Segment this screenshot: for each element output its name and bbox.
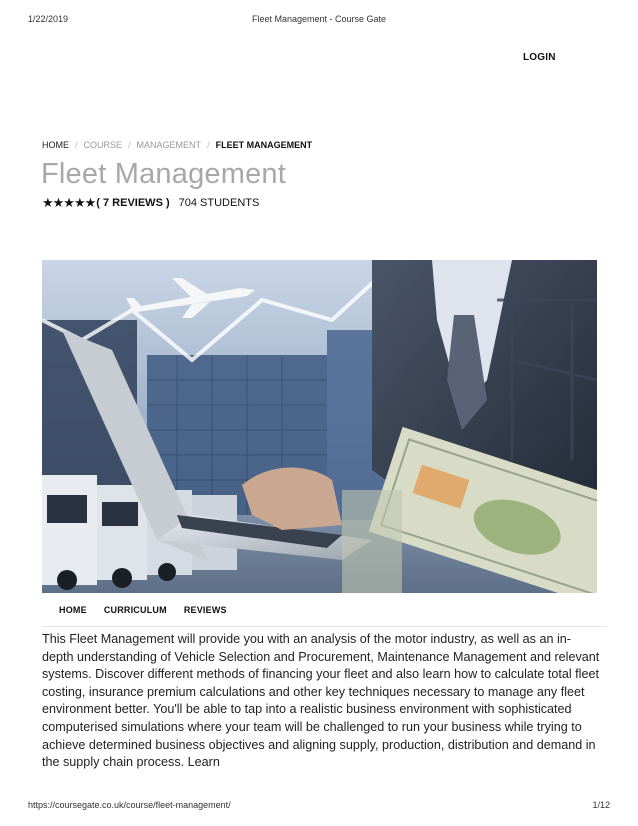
tab-home[interactable]: HOME [59, 605, 87, 615]
tab-reviews[interactable]: REVIEWS [183, 605, 227, 615]
course-description: This Fleet Management will provide you with an analysis of the motor industry, as well as an in-depth understanding of Vehicle Selection and Procurement, Maintenance Management and relevant systems. Discover different methods of financing your fleet and also learn how to calculate total fleet costing, insurance premium calculations and other key techniques necessary to manage any fleet environment better. You'll be able to tap into a realistic business environment with sophisticated computerised simulations where your team will be challenged to run your business while trying to achieve determined business objectives and aligning supply, production, distribution and demand in the supply chain process. Learn [42, 632, 600, 770]
print-page-number: 1/12 [592, 800, 610, 810]
print-url: https://coursegate.co.uk/course/fleet-management/ [28, 800, 231, 810]
reviews-link[interactable]: ( 7 REVIEWS ) [96, 197, 170, 209]
course-tabs [42, 594, 607, 627]
breadcrumb-separator: / [207, 140, 210, 150]
star-rating-icon: ★★★★★ [42, 195, 96, 210]
breadcrumb-separator: / [128, 140, 131, 150]
students-count: 704 STUDENTS [178, 197, 260, 209]
page-title: Fleet Management [41, 158, 286, 190]
breadcrumb-current: FLEET MANAGEMENT [215, 140, 313, 150]
breadcrumb-separator: / [75, 140, 78, 150]
print-title: Fleet Management - Course Gate [251, 14, 387, 24]
login-link[interactable]: LOGIN [523, 52, 556, 63]
breadcrumb [42, 140, 312, 150]
print-date: 1/22/2019 [28, 14, 69, 24]
course-hero-image [42, 260, 597, 593]
breadcrumb-home[interactable]: HOME [42, 140, 69, 150]
breadcrumb-course[interactable]: COURSE [83, 140, 123, 150]
breadcrumb-management[interactable]: MANAGEMENT [136, 140, 202, 150]
tab-curriculum[interactable]: CURRICULUM [103, 605, 167, 615]
print-header [0, 14, 638, 28]
rating-row [42, 195, 259, 211]
